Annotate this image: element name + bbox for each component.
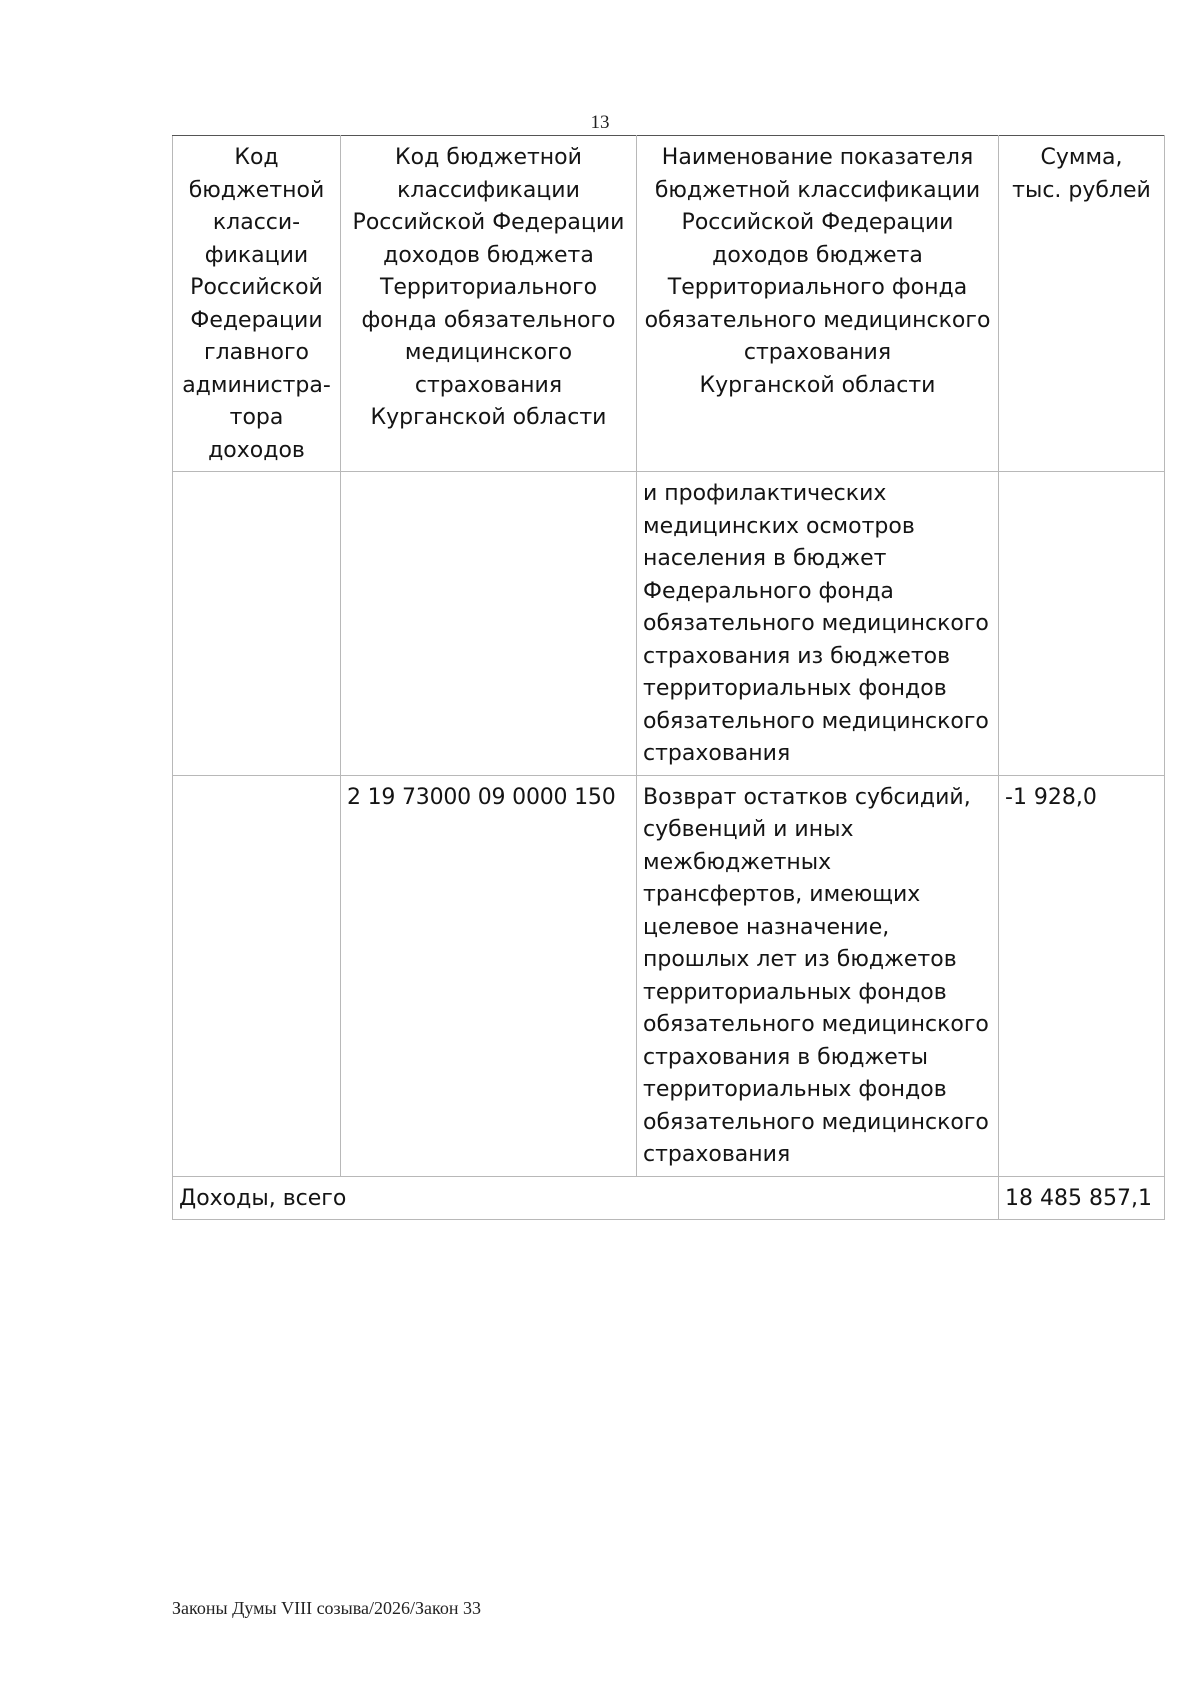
cell-line: территориальных фондов — [643, 676, 947, 701]
total-amount: 18 485 857,1 — [999, 1176, 1165, 1220]
cell-line: целевое назначение, — [643, 914, 890, 940]
cell-line: доходов бюджета — [712, 242, 923, 268]
cell-line: классификации — [397, 177, 580, 203]
header-amount — [999, 136, 1165, 472]
cell-line: обязательного медицинского — [643, 1109, 989, 1135]
cell-line: бюджетной — [188, 177, 325, 203]
cell-line: фонда обязательного — [361, 307, 616, 333]
cell-line: Российской Федерации — [681, 210, 954, 235]
cell-line: страхования в бюджеты — [643, 1044, 928, 1070]
table-header-row — [173, 136, 1165, 472]
cell-line: трансфертов, имеющих — [643, 882, 921, 907]
cell-line: и профилактических — [643, 481, 887, 506]
cell-line: медицинского — [404, 340, 573, 365]
cell-line: Наименование показателя — [661, 145, 974, 170]
cell-line: территориальных фондов — [643, 1077, 947, 1102]
cell-line: страхования из бюджетов — [643, 643, 951, 669]
cell-line: Федерального фонда — [643, 578, 894, 604]
table-row — [173, 472, 1165, 776]
cell-line: Российской Федерации — [352, 210, 625, 235]
row-budget-code: 2 19 73000 09 0000 150 — [341, 775, 637, 1176]
cell-line: тора — [229, 405, 284, 430]
cell-line: Возврат остатков субсидий, — [643, 784, 971, 810]
header-indicator-name — [637, 136, 999, 472]
cell-line: доходов — [208, 437, 305, 463]
row-indicator-name — [637, 775, 999, 1176]
cell-line: страхования — [743, 340, 892, 365]
cell-line: Сумма, — [1040, 145, 1123, 170]
document-footer-reference: Законы Думы VIII созыва/2026/Закон 33 — [172, 1598, 481, 1618]
cell-line: обязательного медицинского — [644, 307, 991, 333]
cell-line: субвенций и иных — [643, 817, 854, 842]
cell-line: межбюджетных — [643, 849, 832, 875]
cell-line: тыс. рублей — [1012, 177, 1151, 203]
row-admin-code — [173, 472, 341, 776]
header-admin-code — [173, 136, 341, 472]
cell-line: фикации — [204, 242, 309, 268]
cell-line: администра- — [182, 372, 331, 398]
cell-line: Территориального — [379, 275, 598, 300]
cell-line: Курганской области — [370, 405, 607, 430]
row-amount: -1 928,0 — [999, 775, 1165, 1176]
cell-line: прошлых лет из бюджетов — [643, 947, 957, 972]
cell-line: страхования — [414, 372, 563, 398]
table-total-row — [173, 1176, 1165, 1220]
total-label: Доходы, всего — [173, 1176, 999, 1220]
cell-line: Код бюджетной — [395, 145, 582, 170]
cell-line: Российской — [190, 275, 323, 300]
page-number: 13 — [590, 112, 610, 133]
cell-line: Территориального фонда — [667, 275, 968, 300]
table-row — [173, 775, 1165, 1176]
row-indicator-name — [637, 472, 999, 776]
cell-line: населения в бюджет — [643, 546, 887, 571]
cell-line: страхования — [643, 1142, 791, 1167]
budget-revenue-table — [172, 135, 1165, 1220]
row-admin-code — [173, 775, 341, 1176]
cell-line: бюджетной классификации — [654, 177, 981, 203]
cell-line: Курганской области — [699, 372, 936, 398]
cell-line: обязательного медицинского — [643, 1012, 989, 1037]
cell-line: обязательного медицинского — [643, 611, 989, 636]
row-amount — [999, 472, 1165, 776]
cell-line: класси- — [212, 210, 301, 235]
cell-line: Федерации — [190, 307, 323, 333]
row-budget-code — [341, 472, 637, 776]
cell-line: медицинских осмотров — [643, 513, 915, 539]
cell-line: Код — [234, 145, 279, 170]
cell-line: доходов бюджета — [383, 242, 594, 268]
header-budget-code — [341, 136, 637, 472]
cell-line: обязательного медицинского — [643, 708, 989, 734]
cell-line: страхования — [643, 741, 791, 766]
cell-line: территориальных фондов — [643, 979, 947, 1005]
cell-line: главного — [204, 340, 309, 365]
